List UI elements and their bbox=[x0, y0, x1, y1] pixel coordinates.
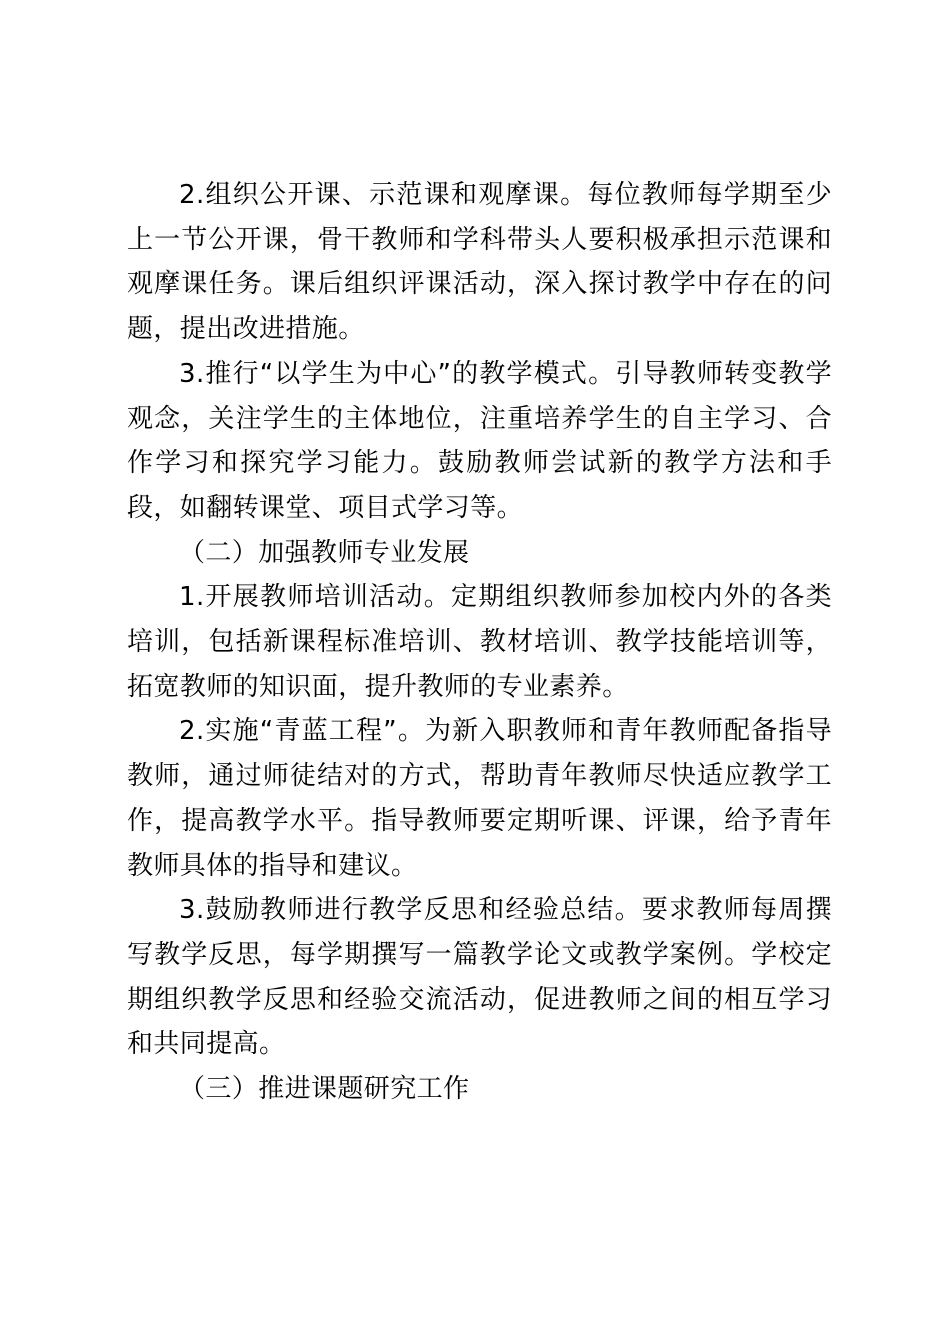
paragraph-open-class: 2.组织公开课、示范课和观摩课。每位教师每学期至少上一节公开课，骨干教师和学科带头人要积极承担示范课和观摩课任务。课后组织评课活动，深入探讨教学中存在的问题，提出改进措施。 bbox=[127, 180, 832, 345]
document-body bbox=[127, 173, 832, 1112]
section-heading-teacher-development: （二）加强教师专业发展 bbox=[179, 537, 470, 568]
paragraph-teaching-reflection: 3.鼓励教师进行教学反思和经验总结。要求教师每周撰写教学反思，每学期撰写一篇教学论文或教学案例。学校定期组织教学反思和经验交流活动，促进教师之间的相互学习和共同提高。 bbox=[127, 895, 832, 1060]
section-heading-research: （三）推进课题研究工作 bbox=[179, 1074, 470, 1105]
paragraph-teacher-training: 1.开展教师培训活动。定期组织教师参加校内外的各类培训，包括新课程标准培训、教材培训、教学技能培训等，拓宽教师的知识面，提升教师的专业素养。 bbox=[127, 582, 832, 702]
paragraph-student-centered: 3.推行“以学生为中心”的教学模式。引导教师转变教学观念，关注学生的主体地位，注重培养学生的自主学习、合作学习和探究学习能力。鼓励教师尝试新的教学方法和手段，如翻转课堂、项目式学习等。 bbox=[127, 358, 832, 523]
paragraph-qinglan-project: 2.实施“青蓝工程”。为新入职教师和青年教师配备指导教师，通过师徒结对的方式，帮助青年教师尽快适应教学工作，提高教学水平。指导教师要定期听课、评课，给予青年教师具体的指导和建议。 bbox=[127, 716, 832, 881]
